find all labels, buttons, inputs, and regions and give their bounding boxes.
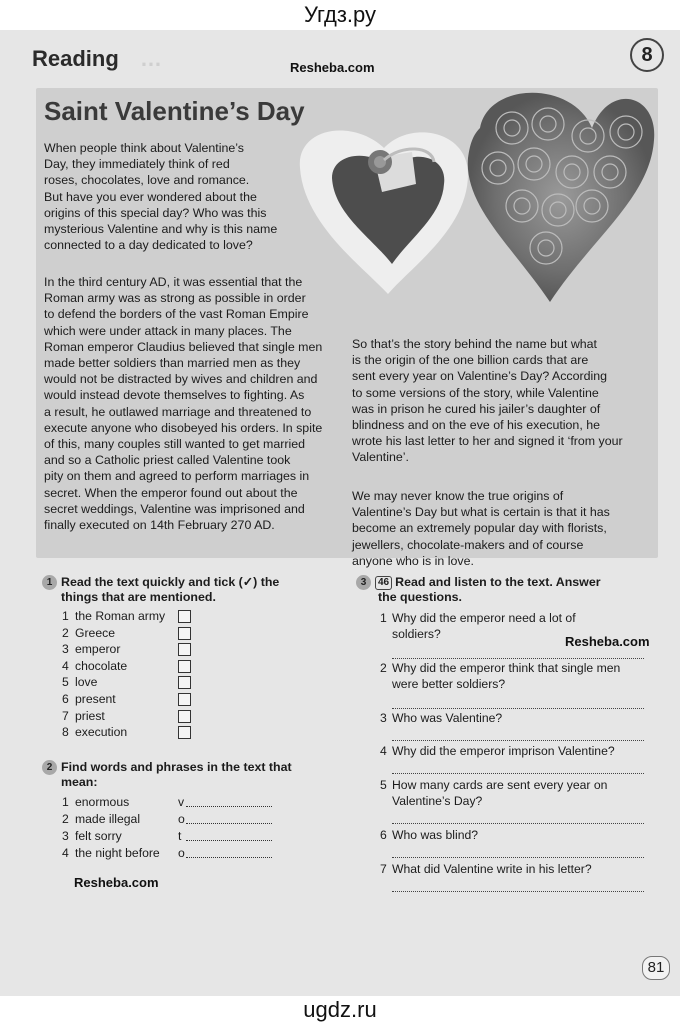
answer-line[interactable] bbox=[392, 773, 644, 774]
tick-checkbox[interactable] bbox=[178, 610, 191, 623]
answer-line[interactable] bbox=[186, 806, 272, 807]
answer-line[interactable] bbox=[392, 658, 644, 659]
answer-line[interactable] bbox=[186, 840, 272, 841]
watermark-right: Resheba.com bbox=[565, 634, 650, 649]
text-line: secret weddings, Valentine was imprisoned and bbox=[44, 501, 305, 516]
text-line: pity on them and agreed to perform marriages in bbox=[44, 469, 310, 484]
task-number-badge: 1 bbox=[42, 575, 57, 590]
text-line: Roman army was as strong as possible in order bbox=[44, 291, 306, 306]
answer-line[interactable] bbox=[186, 823, 272, 824]
answer-line[interactable] bbox=[392, 823, 644, 824]
text-line: sent every year on Valentine’s Day? According bbox=[352, 369, 608, 384]
answer-line[interactable] bbox=[392, 708, 644, 709]
answer-line[interactable] bbox=[392, 857, 644, 858]
list-item: 7 priest bbox=[62, 708, 202, 725]
section-label: Reading bbox=[32, 46, 119, 71]
reading-text-box bbox=[36, 88, 658, 568]
task-title-line: mean: bbox=[61, 775, 98, 789]
unit-number-badge: 8 bbox=[630, 38, 664, 72]
text-line: of this, many couples still wanted to get married bbox=[44, 437, 306, 452]
paragraph-intro bbox=[44, 140, 294, 253]
task-title-line: Find words and phrases in the text that bbox=[61, 760, 292, 774]
site-header: Угдз.ру bbox=[0, 0, 680, 30]
list-item: 8 execution bbox=[62, 724, 202, 741]
list-item: 3 emperor bbox=[62, 641, 202, 658]
paragraph-conclusion bbox=[352, 488, 652, 569]
list-item: 6 present bbox=[62, 691, 202, 708]
text-line: become an extremely popular day with florists, bbox=[352, 521, 607, 536]
question-item: 3 Who was Valentine? bbox=[380, 710, 660, 744]
text-line: anyone who is in love. bbox=[352, 553, 474, 568]
paragraph-roman-army bbox=[44, 274, 344, 533]
list-item: 1 the Roman army bbox=[62, 608, 202, 625]
tick-checkbox[interactable] bbox=[178, 643, 191, 656]
tick-checkbox[interactable] bbox=[178, 660, 191, 673]
tick-checkbox[interactable] bbox=[178, 627, 191, 640]
text-line: We may never know the true origins of bbox=[352, 489, 564, 503]
tick-checkbox[interactable] bbox=[178, 676, 191, 689]
task-2-instructions bbox=[42, 760, 322, 790]
tick-checkbox[interactable] bbox=[178, 710, 191, 723]
tick-checkbox[interactable] bbox=[178, 726, 191, 739]
definition-row: 3 felt sorry t bbox=[62, 828, 282, 845]
text-line: But have you ever wondered about the bbox=[44, 189, 257, 204]
list-item: 5 love bbox=[62, 674, 202, 691]
text-line: to defend the borders of the vast Roman Empire bbox=[44, 307, 309, 322]
list-item: 2 Greece bbox=[62, 625, 202, 642]
task-2-list bbox=[62, 794, 282, 862]
answer-line[interactable] bbox=[392, 891, 644, 892]
answer-line[interactable] bbox=[186, 857, 272, 858]
task-title-line: things that are mentioned. bbox=[61, 590, 216, 604]
text-line: would not be distracted by wives and children and bbox=[44, 372, 318, 387]
task-1-list bbox=[62, 608, 202, 741]
answer-line[interactable] bbox=[392, 740, 644, 741]
text-line: Day, they immediately think of red bbox=[44, 157, 230, 172]
question-item: 5 How many cards are sent every year on Valentine’s Day? bbox=[380, 777, 660, 827]
task-1-instructions bbox=[42, 575, 312, 605]
site-footer: ugdz.ru bbox=[0, 996, 680, 1024]
text-line: jewellers, chocolate-makers and of course bbox=[352, 537, 584, 552]
text-line: roses, chocolates, love and romance. bbox=[44, 173, 250, 188]
task-number-badge: 2 bbox=[42, 760, 57, 775]
hearts-photo bbox=[292, 88, 658, 318]
definition-row: 1 enormous v bbox=[62, 794, 282, 811]
text-line: So that’s the story behind the name but what bbox=[352, 337, 597, 351]
text-line: mysterious Valentine and why is this name bbox=[44, 222, 278, 237]
task-title-line: Read the text quickly and tick (✓) the bbox=[61, 575, 280, 589]
task-title-line: Read and listen to the text. Answer bbox=[395, 575, 601, 589]
text-line: blindness and on the eve of his execution, he bbox=[352, 418, 600, 433]
question-item: 2 Why did the emperor think that single men were better soldiers? bbox=[380, 660, 660, 710]
text-line: secret. When the emperor found out about the bbox=[44, 485, 298, 500]
article-title: Saint Valentine’s Day bbox=[44, 96, 305, 126]
text-line: Roman emperor Claudius believed that single men bbox=[44, 339, 323, 354]
text-line: made better soldiers than married men as they bbox=[44, 356, 301, 371]
text-line: was in prison he cured his jailer’s daughter of bbox=[352, 401, 601, 416]
question-item: 1 Why did the emperor need a lot of soldiers? bbox=[380, 610, 660, 660]
text-line: would instead devote themselves to fighting. As bbox=[44, 388, 305, 403]
audio-cd-icon: 46 bbox=[375, 576, 392, 590]
text-line: to some versions of the story, while Valentine bbox=[352, 385, 599, 400]
question-item: 4 Why did the emperor imprison Valentine? bbox=[380, 743, 660, 777]
list-item: 4 chocolate bbox=[62, 658, 202, 675]
text-line: origins of this special day? Who was this bbox=[44, 205, 267, 220]
task-3-instructions bbox=[356, 575, 656, 605]
text-line: When people think about Valentine’s bbox=[44, 141, 244, 155]
definition-row: 4 the night before o bbox=[62, 845, 282, 862]
bleed-through-text: … bbox=[140, 46, 162, 71]
definition-row: 2 made illegal o bbox=[62, 811, 282, 828]
text-line: Valentine’. bbox=[352, 450, 409, 465]
page-number: 81 bbox=[642, 956, 670, 980]
text-line: connected to a day dedicated to love? bbox=[44, 238, 253, 253]
paragraph-cards-origin bbox=[352, 336, 652, 466]
question-item: 6 Who was blind? bbox=[380, 827, 660, 861]
text-line: wrote his last letter to her and signed it ‘from your bbox=[352, 434, 623, 449]
task-number-badge: 3 bbox=[356, 575, 371, 590]
text-line: In the third century AD, it was essential that the bbox=[44, 275, 303, 289]
watermark-top: Resheba.com bbox=[290, 60, 375, 75]
question-item: 7 What did Valentine write in his letter? bbox=[380, 861, 660, 895]
task-title-line: the questions. bbox=[378, 590, 462, 604]
text-line: is the origin of the one billion cards that are bbox=[352, 353, 589, 368]
text-line: which were under attack in many places. The bbox=[44, 323, 292, 338]
watermark-bottom: Resheba.com bbox=[74, 875, 159, 890]
textbook-page bbox=[0, 30, 680, 996]
tick-checkbox[interactable] bbox=[178, 693, 191, 706]
text-line: and so a Catholic priest called Valentine took bbox=[44, 453, 291, 468]
text-line: execute anyone who disobeyed his orders. In spite bbox=[44, 420, 323, 435]
text-line: Valentine’s Day but what is certain is that it has bbox=[352, 505, 610, 520]
text-line: finally executed on 14th February 270 AD. bbox=[44, 518, 275, 533]
text-line: a result, he outlawed marriage and threatened to bbox=[44, 404, 312, 419]
